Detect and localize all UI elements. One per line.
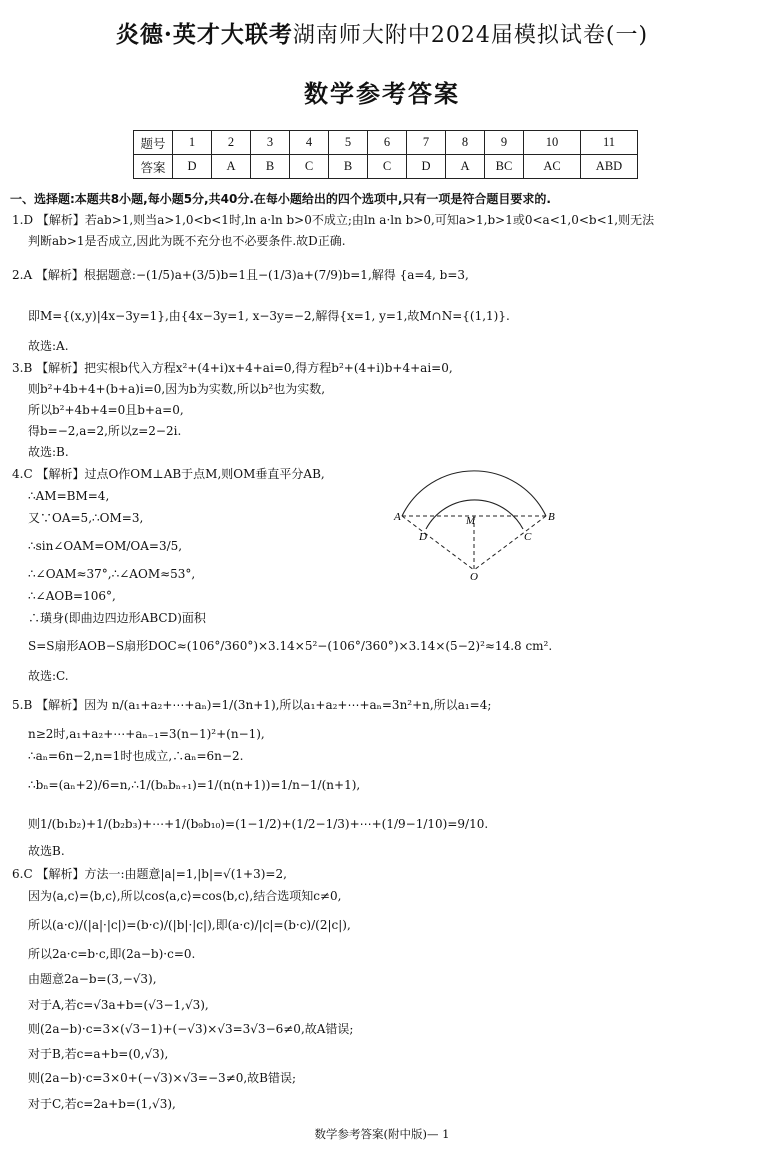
solution-line: 则b²+4b+4+(b+a)i=0,因为b为实数,所以b²也为实数, (28, 382, 326, 396)
solution-line: 对于C,若c=2a+b=(1,√3), (28, 1097, 176, 1111)
table-header-cell: 题号 (134, 131, 173, 155)
label-c: C (524, 531, 532, 543)
table-cell: D (173, 155, 212, 179)
solution-line: ∴AM=BM=4, (28, 489, 110, 503)
table-cell: 3 (251, 131, 290, 155)
table-cell: D (407, 155, 446, 179)
solution-line: 所以2a·c=b·c,即(2a−b)·c=0. (28, 947, 196, 961)
table-cell: 6 (368, 131, 407, 155)
table-cell: C (368, 155, 407, 179)
table-header-cell: 答案 (134, 155, 173, 179)
geometry-figure (392, 470, 567, 582)
radius-oa (402, 516, 474, 570)
table-cell: 10 (524, 131, 581, 155)
answer-table (133, 130, 638, 179)
label-b: B (548, 511, 555, 523)
solution-line: 故选:B. (28, 445, 69, 459)
table-cell: AC (524, 155, 581, 179)
table-cell: B (251, 155, 290, 179)
label-m: M (466, 515, 476, 527)
table-cell: 7 (407, 131, 446, 155)
solution-line: 由题意2a−b=(3,−√3), (28, 972, 157, 986)
solution-line: 故选:C. (28, 669, 69, 683)
solution-line: ∴璜身(即曲边四边形ABCD)面积 (28, 611, 206, 625)
table-cell: BC (485, 155, 524, 179)
title-brand: 炎德·英才大联考 (115, 21, 293, 48)
radius-ob (474, 516, 546, 570)
solution-line: 即M={(x,y)|4x−3y=1},由{4x−3y=1, x−3y=−2,解得{x=1, y=1,故M∩N={(1,1)}. (28, 309, 510, 323)
solution-line: 对于A,若c=√3a+b=(√3−1,√3), (28, 998, 209, 1012)
solution-line: 故选B. (28, 844, 65, 858)
solution-line: 所以b²+4b+4=0且b+a=0, (28, 403, 184, 417)
solution-line: 又∵OA=5,∴OM=3, (28, 511, 144, 525)
solution-line: ∴sin∠OAM=OM/OA=3/5, (28, 539, 183, 553)
table-cell: A (446, 155, 485, 179)
table-cell: ABD (581, 155, 638, 179)
solution-line: 1.D 【解析】若ab>1,则当a>1,0<b<1时,ln a·ln b>0不成立;由ln a·ln b>0,可知a>1,b>1或0<a<1,0<b<1,则无法 (12, 213, 655, 227)
table-cell: B (329, 155, 368, 179)
table-cell: A (212, 155, 251, 179)
solution-line: 对于B,若c=a+b=(0,√3), (28, 1047, 169, 1061)
solution-line: 判断ab>1是否成立,因此为既不充分也不必要条件.故D正确. (28, 234, 346, 248)
answer-table-row-answers (134, 155, 638, 179)
title-exam: 湖南师大附中2024届模拟试卷(一) (292, 23, 649, 48)
solution-line: 则(2a−b)·c=3×(√3−1)+(−√3)×√3=3√3−6≠0,故A错误; (28, 1022, 354, 1036)
label-d: D (419, 531, 427, 543)
table-cell: 8 (446, 131, 485, 155)
solution-line: ∴aₙ=6n−2,n=1时也成立,∴aₙ=6n−2. (28, 749, 244, 763)
solution-line: S=S扇形AOB−S扇形DOC≈(106°/360°)×3.14×5²−(106°/360°)×3.14×(5−2)²≈14.8 cm². (28, 639, 553, 653)
label-o: O (470, 571, 478, 582)
solution-line: ∴∠OAM≈37°,∴∠AOM≈53°, (28, 567, 196, 581)
solution-line: 6.C 【解析】方法一:由题意|a|=1,|b|=√(1+3)=2, (12, 867, 287, 881)
solution-line: ∴bₙ=(aₙ+2)/6=n,∴1/(bₙbₙ₊₁)=1/(n(n+1))=1/n−1/(n+1), (28, 778, 361, 792)
label-a: A (394, 511, 401, 523)
solution-line: 2.A 【解析】根据题意:−(1/5)a+(3/5)b=1且−(1/3)a+(7/9)b=1,解得 {a=4, b=3, (12, 268, 469, 282)
solution-line: 3.B 【解析】把实根b代入方程x²+(4+i)x+4+ai=0,得方程b²+(4+i)b+4+ai=0, (12, 361, 453, 375)
table-cell: 1 (173, 131, 212, 155)
solution-line: n≥2时,a₁+a₂+⋯+aₙ₋₁=3(n−1)²+(n−1), (28, 727, 265, 741)
table-cell: 9 (485, 131, 524, 155)
solution-line: 因为⟨a,c⟩=⟨b,c⟩,所以cos⟨a,c⟩=cos⟨b,c⟩,结合选项知c≠0, (28, 889, 342, 903)
solution-line: 5.B 【解析】因为 n/(a₁+a₂+⋯+aₙ)=1/(3n+1),所以a₁+a₂+⋯+aₙ=3n²+n,所以a₁=4; (12, 698, 492, 712)
table-cell: 11 (581, 131, 638, 155)
table-cell: 2 (212, 131, 251, 155)
answer-table-row-numbers (134, 131, 638, 155)
page-footer: 数学参考答案(附中版)— 1 (314, 1127, 450, 1141)
solution-line: 4.C 【解析】过点O作OM⊥AB于点M,则OM垂直平分AB, (12, 467, 325, 481)
section-heading: 一、选择题:本题共8小题,每小题5分,共40分.在每小题给出的四个选项中,只有一项是符合题目要求的. (10, 192, 551, 206)
table-cell: 4 (290, 131, 329, 155)
solution-line: 则(2a−b)·c=3×0+(−√3)×√3=−3≠0,故B错误; (28, 1071, 297, 1085)
table-cell: 5 (329, 131, 368, 155)
solution-line: 所以(a·c)/(|a|·|c|)=(b·c)/(|b|·|c|),即(a·c)/|c|=(b·c)/(2|c|), (28, 918, 351, 932)
solution-line: 得b=−2,a=2,所以z=2−2i. (28, 424, 182, 438)
solution-line: 故选:A. (28, 339, 69, 353)
solution-line: 则1/(b₁b₂)+1/(b₂b₃)+⋯+1/(b₉b₁₀)=(1−1/2)+(1/2−1/3)+⋯+(1/9−1/10)=9/10. (28, 817, 489, 831)
page-subtitle: 数学参考答案 (304, 79, 460, 108)
page-title (0, 16, 764, 49)
table-cell: C (290, 155, 329, 179)
solution-line: ∴∠AOB=106°, (28, 589, 116, 603)
outer-arc (402, 471, 546, 516)
